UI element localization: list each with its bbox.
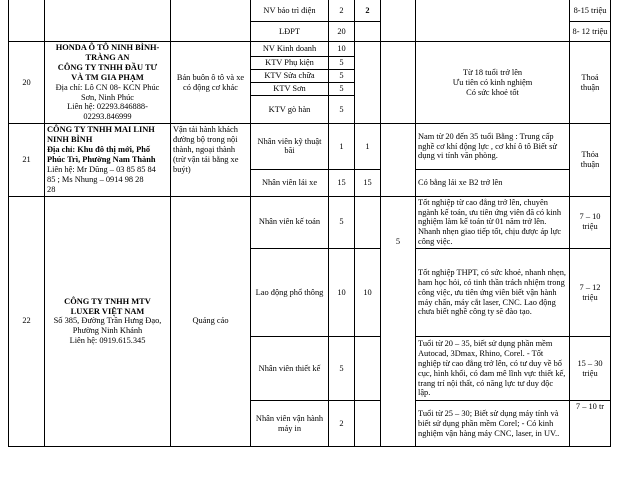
salary: 7 – 10 tr (570, 401, 611, 447)
quantity: 15 (329, 169, 355, 196)
salary: 7 – 10 triệu (570, 196, 611, 249)
company-info (45, 42, 171, 124)
company-address: Phúc Trì, Phường Nam Thành (47, 154, 156, 164)
company-name: HONDA Ô TÔ NINH BÌNH- (55, 43, 160, 52)
salary: 8- 12 triệu (570, 22, 611, 42)
position-name: Nhân viên kế toán (251, 196, 329, 249)
company-cell-empty (45, 0, 171, 42)
position-name: Lao động phổ thông (251, 249, 329, 337)
quantity: 2 (329, 401, 355, 447)
company-address: Sơn, Ninh Phúc (80, 92, 135, 102)
requirements-cell-empty (416, 0, 570, 42)
position-name: KTV Phụ kiện (251, 57, 329, 70)
industry: Vận tải hành khách đường bộ trong nội thành, ngoại thành (trừ vận tải bằng xe buýt) (171, 124, 251, 196)
quantity: 10 (329, 42, 355, 57)
note-cell-empty (381, 124, 416, 196)
company-name: VÀ TM GIA PHẠM (71, 72, 144, 82)
industry-cell-empty (171, 0, 251, 42)
quantity-secondary (355, 196, 381, 249)
quantity: 5 (329, 83, 355, 96)
position-name: KTV Sửa chữa (251, 70, 329, 83)
company-address: Địa chỉ: Lô CN 08- KCN Phúc (55, 82, 160, 92)
requirements: Tốt nghiệp THPT, có sức khoẻ, nhanh nhẹn, ham học hỏi, có tinh thần trách nhiệm trong công việc, ưu tiên ứng viên biết vận hành máy chấn, máy cắt laser, CNC. Lao động chưa biết nghề công ty sẽ đào tạo. (416, 249, 570, 337)
salary: 7 – 12 triệu (570, 249, 611, 337)
company-name: CÔNG TY TNHH ĐẦU TƯ (57, 62, 158, 72)
requirements: Nam từ 20 đến 35 tuổi Bằng : Trung cấp nghề cơ khí động lực , cơ khí ô tô Biết sử dụng vi tính văn phòng. (416, 124, 570, 169)
requirements: Tuổi từ 20 – 35, biết sử dụng phần mềm Autocad, 3Dmax, Rhino, Corel. - Tốt nghiệp từ cao đẳng trở lên, có tư duy về bố cục, hình khối, có đam mê lĩnh vực thiết kế, trang trí nội thất, có năng lực tư duy độc lập. (416, 337, 570, 401)
row-number: 20 (9, 42, 45, 124)
quantity-secondary: 10 (355, 249, 381, 337)
company-info (45, 124, 171, 196)
quantity-secondary-empty (355, 42, 381, 124)
company-address: Số 385, Đường Trần Hưng Đạo, (53, 316, 162, 326)
position-name: KTV gò hàn (251, 96, 329, 124)
company-name: CÔNG TY TNHH MAI LINH (47, 125, 155, 135)
salary: Thoả thuận (570, 42, 611, 124)
position-name: Nhân viên thiết kế (251, 337, 329, 401)
company-name: TRÀNG AN (85, 52, 130, 62)
position-name: LĐPT (251, 22, 329, 42)
company-address: Phường Ninh Khánh (72, 326, 143, 336)
quantity-secondary: 1 (355, 124, 381, 169)
company-phone: 02293.846999 (83, 112, 132, 122)
requirements: Có bằng lái xe B2 trở lên (416, 169, 570, 196)
position-name: Nhân viên vận hành máy in (251, 401, 329, 447)
company-name: CÔNG TY TNHH MTV (64, 296, 151, 306)
requirement-line: Ưu tiên có kinh nghiệm (452, 77, 533, 87)
salary: 8-15 triệu (570, 0, 611, 22)
position-name: NV Kinh doanh (251, 42, 329, 57)
quantity-secondary: 15 (355, 169, 381, 196)
note-cell-empty (381, 0, 416, 42)
quantity: 5 (329, 57, 355, 70)
stt-cell-empty (9, 0, 45, 42)
company-phone: 28 (47, 184, 56, 194)
job-listing-table (8, 0, 611, 447)
quantity-secondary (355, 401, 381, 447)
row-number: 21 (9, 124, 45, 196)
quantity: 5 (329, 96, 355, 124)
quantity: 10 (329, 249, 355, 337)
company-info (45, 196, 171, 447)
quantity-secondary: 2 (355, 0, 381, 22)
quantity: 5 (329, 337, 355, 401)
requirement-line: Có sức khoẻ tốt (466, 87, 519, 97)
position-name: Nhân viên kỹ thuật bãi (251, 124, 329, 169)
salary: Thỏa thuận (570, 124, 611, 196)
quantity: 2 (329, 0, 355, 22)
row-number: 22 (9, 196, 45, 447)
requirements: Tốt nghiệp từ cao đẳng trở lên, chuyên ngành kế toán, ưu tiên ứng viên đã có kinh nghiệm làm kế toán từ 01 năm trở lên. Nhanh nhẹn giao tiếp tốt, chịu được áp lực công việc. (416, 196, 570, 249)
quantity-secondary (355, 337, 381, 401)
company-name: LUXER VIỆT NAM (70, 306, 145, 316)
quantity: 5 (329, 196, 355, 249)
quantity-secondary-empty (355, 22, 381, 42)
quantity: 20 (329, 22, 355, 42)
company-phone: 85 ; Ms Nhung – 0914 98 28 (47, 174, 144, 184)
requirement-line: Từ 18 tuổi trở lên (462, 67, 523, 77)
note: 5 (381, 196, 416, 447)
position-name: Nhân viên lái xe (251, 169, 329, 196)
quantity: 1 (329, 124, 355, 169)
salary: 15 – 30 triệu (570, 337, 611, 401)
industry: Quảng cáo (171, 196, 251, 447)
requirements: Tuổi từ 25 – 30; Biết sử dụng máy tính và biết sử dụng phần mềm Corel; - Có kinh nghiệm vận hàng máy CNC, laser, in UV.. (416, 401, 570, 447)
company-phone: Liên hệ: 0919.615.345 (69, 336, 146, 346)
requirements (416, 42, 570, 124)
quantity: 5 (329, 70, 355, 83)
position-name: NV bảo trì điện (251, 0, 329, 22)
company-phone: Liên hệ: 02293.846888- (67, 102, 148, 112)
company-address: Địa chỉ: Khu đô thị mới, Phố (47, 145, 151, 155)
note-cell-empty (381, 42, 416, 124)
company-phone: Liên hệ: Mr Dũng – 03 85 85 84 (47, 164, 156, 174)
industry: Bán buôn ô tô và xe có động cơ khác (171, 42, 251, 124)
position-name: KTV Sơn (251, 83, 329, 96)
company-name: NINH BÌNH (47, 135, 93, 145)
